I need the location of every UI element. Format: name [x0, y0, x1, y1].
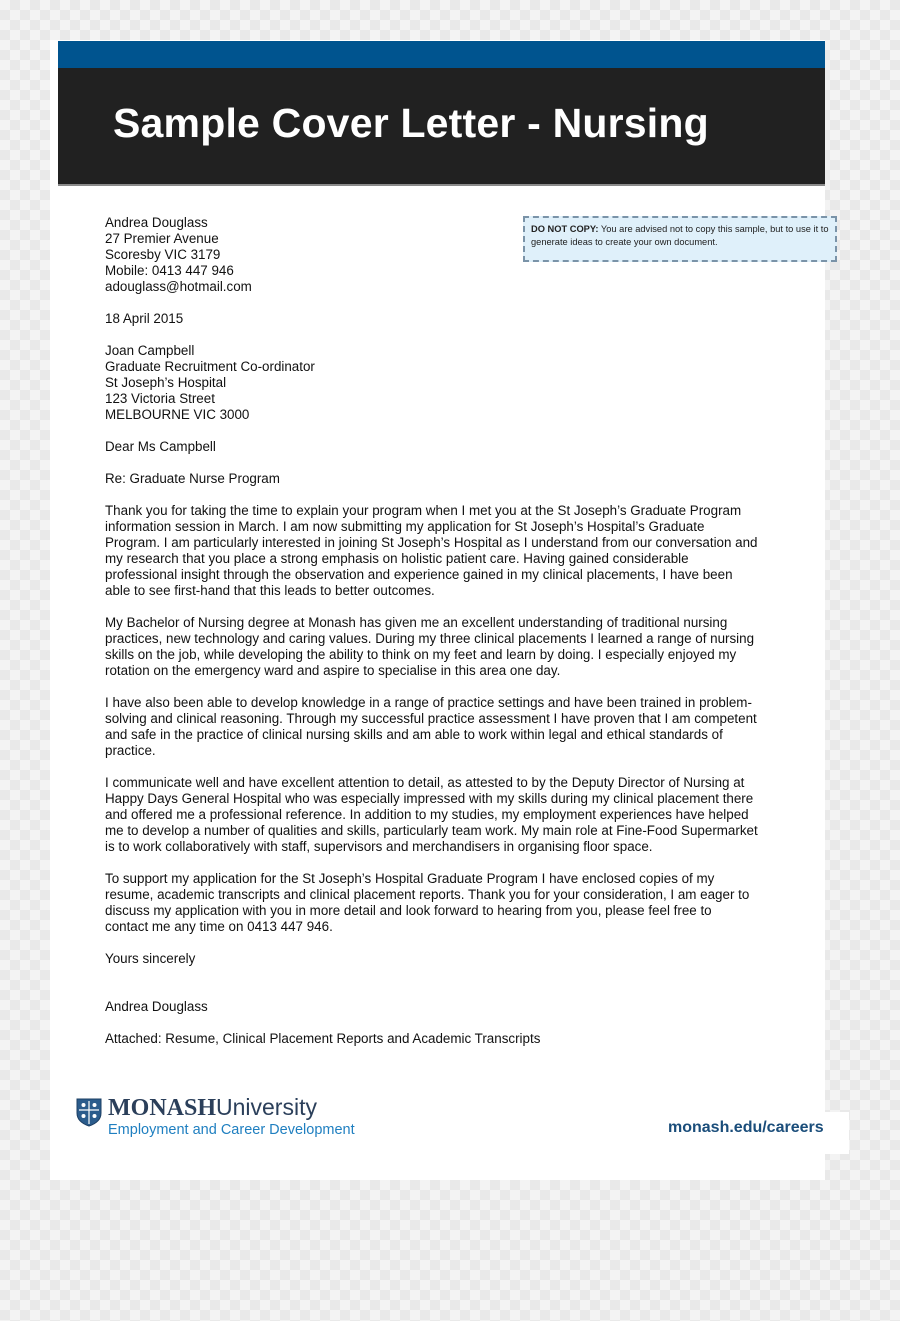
- paragraph: [105, 695, 785, 759]
- recipient-line: Joan Campbell: [105, 343, 195, 358]
- paragraph-line: I communicate well and have excellent attention to detail, as attested to by the Deputy Director of Nursing at: [105, 775, 745, 790]
- paragraph-line: information session in March. I am now submitting my application for St Joseph’s Hospital’s Graduate: [105, 519, 705, 534]
- recipient-line: Graduate Recruitment Co-ordinator: [105, 359, 315, 374]
- signature-name: Andrea Douglass: [105, 999, 208, 1014]
- paragraph-line: Thank you for taking the time to explain your program when I met you at the St Joseph’s Graduate Program: [105, 503, 742, 518]
- paragraph-line: resume, academic transcripts and clinical placement reports. Thank you for your consideration, I am eager to: [105, 887, 750, 902]
- paragraph-line: discuss my application with you in more detail and look forward to hearing from you, please feel free to: [105, 903, 712, 918]
- subject-line: Re: Graduate Nurse Program: [105, 471, 280, 486]
- monash-crest-icon: [75, 1097, 103, 1127]
- paragraph: [105, 503, 785, 599]
- salutation: Dear Ms Campbell: [105, 439, 216, 454]
- sender-line: adouglass@hotmail.com: [105, 279, 252, 294]
- sender-line: Mobile: 0413 447 946: [105, 263, 234, 278]
- paragraph-line: To support my application for the St Joseph’s Hospital Graduate Program I have enclosed copies of my: [105, 871, 715, 886]
- notice-label: DO NOT COPY:: [531, 224, 599, 234]
- paragraph-line: and offered me a professional reference. In addition to my studies, my employment experiences have helped: [105, 807, 749, 822]
- closing: Yours sincerely: [105, 951, 196, 966]
- recipient-line: 123 Victoria Street: [105, 391, 215, 406]
- paragraph-line: and safe in the practice of clinical nursing skills and am able to work within legal and ethical standards of: [105, 727, 723, 742]
- paragraph-line: practices, new technology and caring values. During my three clinical placements I learned a range of nursing: [105, 631, 755, 646]
- paragraph-line: skills on the job, while developing the ability to think on my feet and learn by doing. I especially enjoyed my: [105, 647, 737, 662]
- sender-line: 27 Premier Avenue: [105, 231, 219, 246]
- notice-text: You are advised not to copy this sample, but to use it to generate ideas to create your own document.: [531, 224, 829, 247]
- paragraph-line: I have also been able to develop knowledge in a range of practice settings and have been trained in problem-: [105, 695, 752, 710]
- monash-logo-subtitle: Employment and Career Development: [108, 1122, 355, 1138]
- sender-line: Andrea Douglass: [105, 215, 208, 230]
- signature-space: [105, 967, 785, 999]
- letter-date: 18 April 2015: [105, 311, 184, 326]
- paragraph-line: contact me any time on 0413 447 946.: [105, 919, 333, 934]
- monash-logo-name: MONASH: [108, 1095, 216, 1121]
- monash-logo-university: University: [216, 1094, 317, 1120]
- header-accent-bar: [58, 41, 825, 68]
- sender-line: Scoresby VIC 3179: [105, 247, 221, 262]
- paragraph-line: rotation on the emergency ward and aspire to specialise in this area one day.: [105, 663, 561, 678]
- paragraph-line: My Bachelor of Nursing degree at Monash has given me an excellent understanding of traditional nursing: [105, 615, 728, 630]
- paragraph-line: is to work collaboratively with staff, supervisors and merchandisers in organising floor space.: [105, 839, 653, 854]
- paragraph-line: Program. I am particularly interested in joining St Joseph’s Hospital as I understand from our conversation and: [105, 535, 758, 550]
- paragraph-line: able to see first-hand that this leads to better outcomes.: [105, 583, 435, 598]
- page-title: Sample Cover Letter - Nursing: [113, 100, 709, 146]
- recipient-line: MELBOURNE VIC 3000: [105, 407, 250, 422]
- paragraph: [105, 615, 785, 679]
- recipient-line: St Joseph’s Hospital: [105, 375, 227, 390]
- paragraph: [105, 775, 785, 855]
- paragraph-line: solving and clinical reasoning. Through my successful practice assessment I have proven that I am competent: [105, 711, 757, 726]
- recipient-address: [105, 343, 785, 423]
- paragraph-line: my research that you place a strong emphasis on holistic patient care. Having gained considerable: [105, 551, 689, 566]
- paragraph-line: me to develop a number of qualities and skills, particularly team work. My main role at Fine-Food Supermarket: [105, 823, 758, 838]
- careers-link[interactable]: monash.edu/careers: [668, 1119, 824, 1136]
- letter-body: [105, 215, 785, 1063]
- paragraph-line: professional insight through the observation and experience gained in my clinical placements, I have been: [105, 567, 733, 582]
- paragraph-line: Happy Days General Hospital who was especially impressed with my skills during my clinical placement there: [105, 791, 754, 806]
- attachments-line: Attached: Resume, Clinical Placement Reports and Academic Transcripts: [105, 1031, 541, 1046]
- sender-address: [105, 215, 785, 295]
- monash-logo: [108, 1094, 317, 1122]
- paragraph-line: practice.: [105, 743, 156, 758]
- paragraph: [105, 871, 785, 935]
